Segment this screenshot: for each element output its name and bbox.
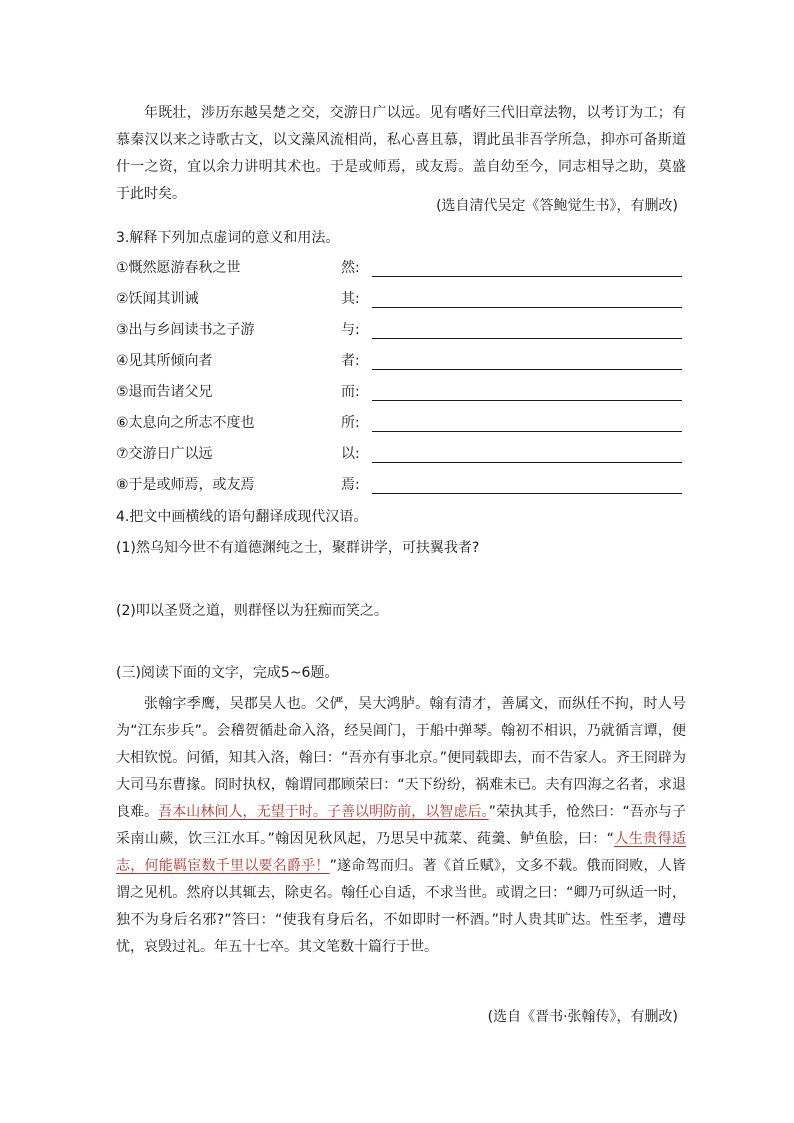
passage-source: (选自清代吴定《答鲍觉生书》，有删改) <box>436 198 678 214</box>
q3-item-5 <box>116 381 686 403</box>
passage-paragraph-2 <box>116 691 686 961</box>
q3-item-6 <box>116 412 686 434</box>
q3-item-text: ⑥太息向之所志不度也 <box>116 415 255 431</box>
q3-item-1 <box>116 257 686 279</box>
q3-item-char: 其: <box>341 291 360 307</box>
q3-item-char: 所: <box>341 415 360 431</box>
q3-item-text: ②饫闻其训诫 <box>116 291 199 307</box>
passage-2-text-start: 张翰字季鹰，吴郡吴人也。父俨，吴大鸿胪。翰有清才，善属文，而纵任不拘，时人号为“江东步兵”。会稽贺循赴命入洛，经吴阊门，于船中弹琴。翰初不相识，乃就循言谭，便大相钦悦。问循，知其入洛，翰曰：“吾亦有事北京。”便同载即去，而不告家人。齐王冏辟为大司马东曹掾。冏时执权，翰谓同郡顾荣曰：“天下纷纷，祸难未已。夫有四海之名者，求退良难。 <box>116 696 686 820</box>
passage-2-text-middle: ”荣执其手，怆然曰：“吾亦与子采南山蕨，饮三江水耳。”翰因见秋风起，乃思吴中菰菜、莼羹、鲈鱼脍，曰：“ <box>116 804 686 847</box>
q3-item-3 <box>116 319 686 341</box>
q3-item-char: 者: <box>341 353 360 369</box>
question-4-title: 4.把文中画横线的语句翻译成现代汉语。 <box>116 509 368 525</box>
answer-blank-line[interactable] <box>372 276 682 277</box>
q3-item-text: ①慨然愿游春秋之世 <box>116 260 241 276</box>
q3-item-char: 与: <box>341 322 360 338</box>
q3-item-text: ④见其所倾向者 <box>116 353 213 369</box>
q3-item-7 <box>116 443 686 465</box>
q3-item-text: ⑤退而告诸父兄 <box>116 384 213 400</box>
q3-item-text: ⑦交游日广以远 <box>116 446 213 462</box>
section-3-title: (三)阅读下面的文字，完成5~6题。 <box>116 665 339 681</box>
q3-item-char: 而: <box>341 384 360 400</box>
passage-2-text-end: ”遂命驾而归。著《首丘赋》，文多不载。俄而冏败，人皆谓之见机。然府以其辄去，除吏名。翰任心自适，不求当世。或谓之曰：“卿乃可纵适一时，独不为身后名邪?”答曰：“使我有身后名，不如即时一杯酒。”时人贵其旷达。性至孝，遭母忧，哀毁过礼。年五十七卒。其文笔数十篇行于世。 <box>116 858 686 955</box>
q3-item-char: 以: <box>341 446 360 462</box>
q3-item-8 <box>116 474 686 496</box>
answer-blank-line[interactable] <box>372 338 682 339</box>
question-4-sub-2: (2)叩以圣贤之道，则群怪以为狂痴而笑之。 <box>116 603 388 619</box>
answer-blank-line[interactable] <box>372 400 682 401</box>
answer-blank-line[interactable] <box>372 493 682 494</box>
q3-item-4 <box>116 350 686 372</box>
question-4-sub-1: (1)然乌知今世不有道德渊纯之士，聚群讲学，可扶翼我者? <box>116 540 480 556</box>
passage-2-source: (选自《晋书·张翰传》，有删改) <box>487 1009 678 1025</box>
answer-blank-line[interactable] <box>372 369 682 370</box>
q3-item-2 <box>116 288 686 310</box>
q3-item-char: 焉: <box>341 477 360 493</box>
passage-paragraph-1: 年既壮，涉历东越吴楚之交，交游日广以远。见有嗜好三代旧章法物，以考订为工；有慕秦汉以来之诗歌古文，以文藻风流相尚，私心喜且慕，谓此虽非吾学所急，抑亦可备斯道什一之资，宜以余力讲明其术也。于是或师焉，或友焉。盖自幼至今，同志相导之助，莫盛于此时矣。 <box>116 105 686 202</box>
answer-blank-line[interactable] <box>372 307 682 308</box>
question-3-title: 3.解释下列加点虚词的意义和用法。 <box>116 230 340 246</box>
answer-blank-line[interactable] <box>372 462 682 463</box>
underlined-sentence-2: 人生贵得适志，何能羁宦数千里以要名爵乎！ <box>116 831 686 874</box>
q3-item-text: ⑧于是或师焉，或友焉 <box>116 477 255 493</box>
q3-item-char: 然: <box>341 260 360 276</box>
q3-item-text: ③出与乡闾读书之子游 <box>116 322 255 338</box>
underlined-sentence-1: 吾本山林间人，无望于时。子善以明防前，以智虑后。 <box>158 804 489 820</box>
answer-blank-line[interactable] <box>372 431 682 432</box>
